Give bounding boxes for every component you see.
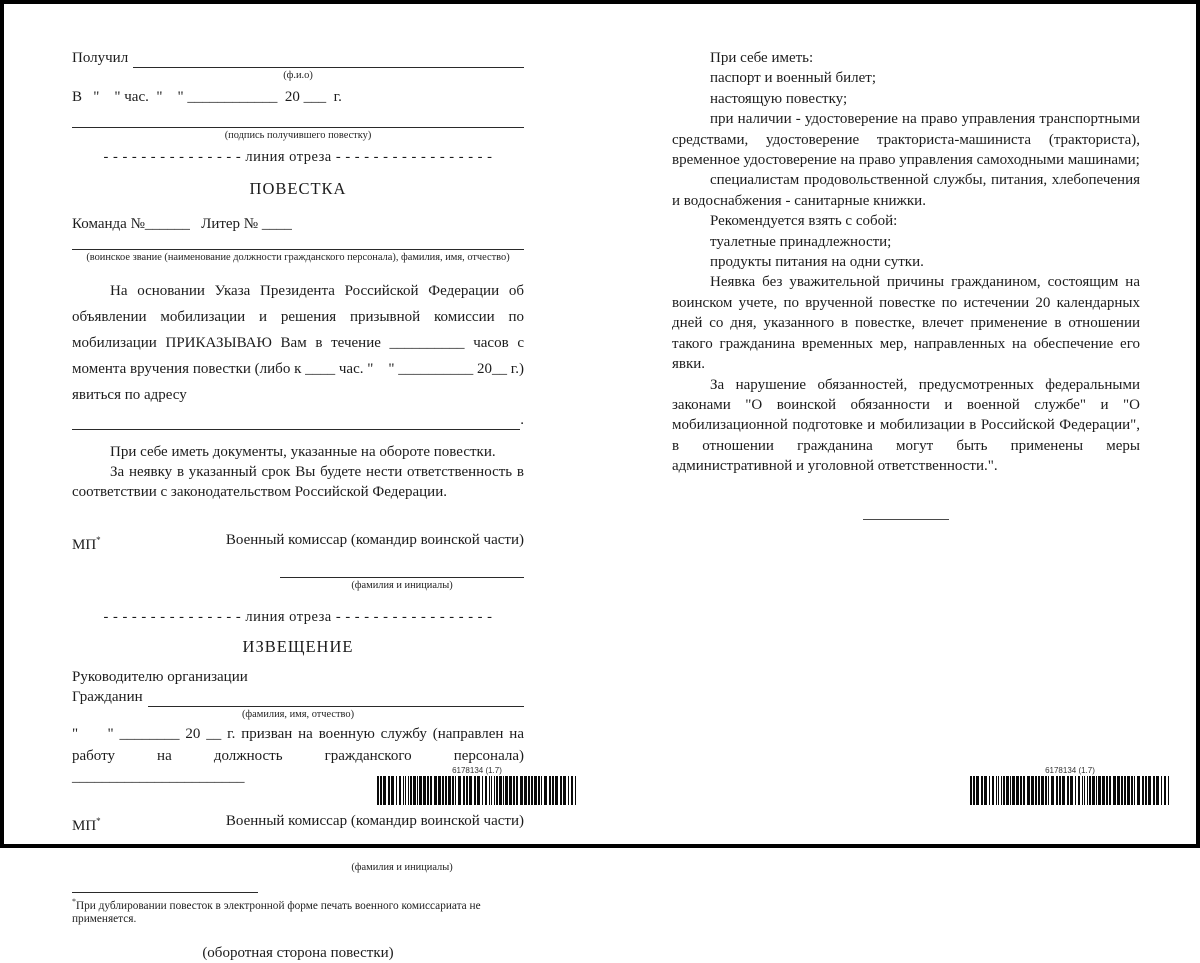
signature-caption: (подпись получившего повестку) (224, 130, 372, 141)
barcode-right-label: 6178134 (1.7) (1045, 766, 1095, 775)
footnote-marker: * (96, 535, 101, 545)
address-row (72, 410, 524, 430)
received-blank-line (133, 50, 524, 68)
mp-stamp-label-2: МП* (72, 815, 101, 834)
cut-line-bottom: - - - - - - - - - - - - - - - линия отреза - - - - - - - - - - - - - - - - - (103, 609, 493, 625)
item-passport: паспорт и военный билет; (710, 70, 877, 87)
barcode-left-label: 6178134 (1.7) (452, 766, 502, 775)
bring-items-heading: При себе иметь: (710, 50, 814, 66)
barcode-right (952, 766, 1188, 805)
recommended-heading: Рекомендуется взять с собой: (710, 213, 898, 230)
rank-caption: (воинское звание (наименование должности гражданского персонала), фамилия, имя, отчество) (86, 252, 510, 263)
barcode-left (359, 766, 595, 805)
order-paragraph: На основании Указа Президента Российской Федерации об объявлении мобилизации и решения призывной комиссии по мобилизации ПРИКАЗЫВАЮ Вам в течение __________ часов с момента вручения повестки (либо к ____ час. " " __________ 20__ г.) явиться по адресу (72, 283, 524, 403)
citizen-label: Гражданин (72, 689, 143, 705)
item-sanitary-books: специалистам продовольственной службы, питания, хлебопечения и водоснабжения - санитарные книжки. (672, 172, 1140, 209)
commissar-label-2: Военный комиссар (командир воинской части) (225, 812, 524, 829)
datetime-line: В " " час. " " ____________ 20 ___ г. (72, 89, 342, 105)
cut-line-top: - - - - - - - - - - - - - - - линия отреза - - - - - - - - - - - - - - - - - (103, 149, 493, 165)
address-blank-line (72, 412, 520, 430)
received-row (72, 48, 524, 68)
address-period: . (520, 412, 524, 428)
recipient-signature-line (72, 127, 524, 128)
stamp-commissar-row-2 (72, 811, 524, 836)
citizen-row (72, 687, 524, 707)
barcode-right-bars (952, 776, 1188, 805)
commissar-label: Военный комиссар (командир воинской части) (225, 532, 524, 548)
commissar-signature-block-2 (280, 862, 524, 874)
mp-stamp-label: МП* (72, 535, 101, 553)
back-side-caption: (оборотная сторона повестки) (202, 945, 394, 962)
team-liter-line: Команда №______ Литер № ____ (72, 216, 292, 232)
received-label: Получил (72, 50, 129, 66)
fio-caption: (ф.и.о) (283, 70, 313, 81)
item-licenses: при наличии - удостоверение на право управления транспортными средствами, удостоверение тракториста-машиниста (тракториста), временное удостоверение на право управления самоходными машинами; (672, 111, 1140, 169)
commissar-signature-block (280, 577, 524, 592)
item-food: продукты питания на одни сутки. (710, 254, 924, 271)
right-short-rule (863, 519, 949, 520)
barcode-left-bars (359, 776, 595, 805)
rank-name-line (72, 249, 524, 250)
org-head-label: Руководителю организации (72, 669, 248, 685)
docs-paragraph: При себе иметь документы, указанные на обороте повестки. (110, 444, 496, 460)
page-left (72, 48, 524, 963)
liability-paragraph: За неявку в указанный срок Вы будете нести ответственность в соответствии с законодательством Российской Федерации. (72, 464, 524, 500)
page-right (672, 48, 1140, 520)
item-toiletries: туалетные принадлежности; (710, 233, 892, 250)
footnote-asterisk: * (72, 896, 76, 906)
citizen-fio-caption: (фамилия, имя, отчество) (241, 709, 355, 720)
name-initials-caption: (фамилия и инициалы) (351, 580, 453, 591)
footnote-text: *При дублировании повесток в электронной форме печать военного комиссариата не применяется. (72, 896, 481, 926)
no-show-paragraph: Неявка без уважительной причины гражданином, состоящим на воинском учете, по врученной повестке по истечении 20 календарных дней со дня, указанного в повестке, влечет применение в отношении такого гражданина временных мер, направленных на обеспечение его явки. (672, 274, 1140, 373)
notice-title: ИЗВЕЩЕНИЕ (242, 637, 354, 656)
footnote-separator (72, 892, 258, 893)
drafted-paragraph: " " ________ 20 __ г. призван на военную службу (направлен на работу на должность гражданского персонала) _______________________ (72, 726, 524, 785)
item-summons: настоящую повестку; (710, 90, 848, 107)
stamp-commissar-row (72, 530, 524, 555)
violation-paragraph: За нарушение обязанностей, предусмотренных федеральными законами "О воинской обязанности и военной службе" и "О мобилизационной подготовке и мобилизации в Российской Федерации", в отношении гражданина могут быть применены меры административной и уголовной ответственности.". (672, 376, 1140, 475)
name-initials-caption-2: (фамилия и инициалы) (351, 861, 453, 873)
citizen-blank-line (148, 689, 524, 707)
footnote-marker-2: * (96, 815, 101, 826)
summons-title: ПОВЕСТКА (249, 179, 347, 198)
